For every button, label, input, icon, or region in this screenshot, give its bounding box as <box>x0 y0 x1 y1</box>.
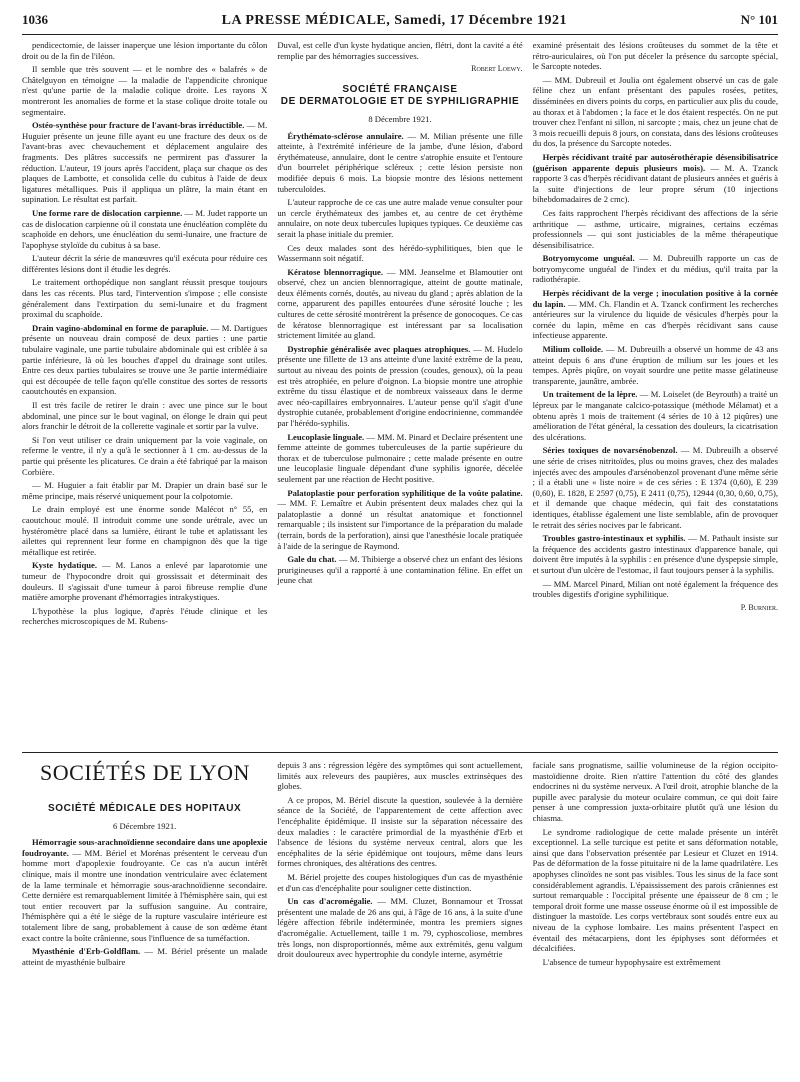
paragraph: faciale sans prognatisme, saillie volumineuse de la région occipito-mastoïdienne droite. Rien n'attire l'attention du côté des glandes endocrines ni du système nerveux. A l'œil droit, atrophie blanche de la pupille avec paralysie du moteur oculaire commun, ce qui doit faire penser à une compression juxta-orbitaire plutôt qu'à une lésion du chiasma. <box>532 760 778 823</box>
entry-body: — M. Hudelo présente une fillette de 13 ans atteinte d'une laxité extrême de la peau, surtout au niveau des points de pression (coudes, genoux), où la peau est très atrophiée, en pelure d'oignon. La biopsie montre une atrophie extrême du tissu élastique et de nombreux vaisseaux dans le derme avec néo-capillaires embryonnaires. L'auteur pense qu'il s'agit d'une dystrophie cutanée, probablement d'origine endocrinienne, commandée par l'hérédo-syphilis. <box>277 343 523 428</box>
entry-title: Séries toxiques de novarsénobenzol. <box>542 445 678 456</box>
paragraph: L'auteur rapproche de ce cas une autre malade venue consulter pour un cercle érythémateux des jambes et, au centre de cet érythème annulaire, on note deux tubercules lupiques typiques. Ce deuxième cas serait la phase initiale du premier. <box>277 197 523 239</box>
entry-title: Une forme rare de dislocation carpienne. <box>32 207 183 218</box>
entry-body: — M. Lanos a enlevé par laparotomie une tumeur de l'hypocondre droit qui grossissait et déterminait des douleurs. Il s'agissait d'une tumeur à paroi fibreuse remplie d'une matière amorphe provenant d'hémorragies intrakystiques. <box>22 560 268 603</box>
entry-title: Milium colloïde. <box>542 344 604 355</box>
paragraph: — M. Huguier a fait établir par M. Drapier un drain basé sur le même principe, mais réservé uniquement pour la colpotomie. <box>22 480 268 501</box>
entry-title: Gale du chat. <box>287 554 337 565</box>
paragraph: Il semble que très souvent — et le nombre des « balafrés » de Châtelguyon en témoigne — la maladie de l'appendicite chronique n'est qu'une partie de la maladie colique droite. Les rayons X montreront les anomalies de forme et la stase colique droite totale ou segmentaire. <box>22 64 268 117</box>
entry-body: — M. Judet rapporte un cas de dislocation carpienne où il constata une énucléation complète du scaphoïde en dehors, une énucléation du semi-lunaire, une fracture de l'apophyse styloïde du cubitus à sa base. <box>22 207 268 250</box>
article-entry <box>277 267 522 341</box>
paragraph: L'absence de tumeur hypophysaire est extrêmement <box>542 956 721 967</box>
entry-body: — M. Pathault insiste sur la fréquence des accidents gastro intestinaux d'apparence banale, qui doivent être imputés à la syphilis : en présence d'une dyspepsie simple, et surtout d'un ulcère de l'estomac, il faut toujours penser à la syphilis. <box>532 533 778 575</box>
entry-body: — M. Dartigues présente un nouveau drain composé de deux parties : une partie tubulaire vaginale, une partie tubulaire abdominale qui est criblée à sa partie inférieure, là où les bouches d'appel du drainage sont utiles. Entre ces deux parties tubulaires se trouve une 3e partie intermédiaire qui est découpée de telle façon qu'elle constitue des sortes de ressorts caoutchoutés en expansion. <box>22 322 268 397</box>
entry-title: Drain vagino-abdominal en forme de parapluie. <box>32 322 209 333</box>
page-header <box>22 12 778 35</box>
top-section <box>22 40 778 748</box>
paragraph: Le drain employé est une énorme sonde Malécot n° 55, en caoutchouc moulé. Il introduit comme une sonde urétrale, avec un hystéromètre placé dans sa lumière, étirant le tube et aplatissant les ailettes qui reprennent leur forme en champignon dès que la tige métallique est retirée. <box>22 504 268 557</box>
bottom-section <box>22 760 778 1078</box>
issue-number: N° 101 <box>740 12 778 27</box>
paragraph: — MM. Marcel Pinard, Milian ont noté également la fréquence des troubles digestifs d'origine syphilitique. <box>532 578 778 600</box>
article-entry <box>277 554 522 586</box>
page-number: 1036 <box>22 12 48 27</box>
paragraph: — MM. Dubreuil et Joulia ont également observé un cas de gale féline chez un enfant présentant des papules rosées, petites, disséminées en divers points du corps, en particulier aux plis du coude, au thorax et à l'abdomen ; la face et le dos étaient respectés. On ne put trouver chez l'enfant ni sillon, ni sarcopte ; mais, chez un jeune chat de 3 mois recueilli depuis 8 jours, on constata, dans des lésions croûteuses du dos, la présence du Sarcopte notedes. <box>532 74 778 149</box>
article-entry <box>533 445 778 530</box>
paragraph: Ces faits rapprochent l'herpès récidivant des affections de la série arthritique — asthme, urticaire, migraines, certains eczémas professionnels — qui sont justiciables de la même thérapeutique désensibilisatrice. <box>532 207 778 250</box>
entry-title: Herpès récidivant de la verge ; inoculation positive à la cornée du lapin. <box>532 288 778 309</box>
paragraph: Le syndrome radiologique de cette malade présente un intérêt exceptionnel. La selle turcique est petite et sans déformation notable, ainsi que dans l'observation présentée par Lesieur et Cluzet en 1914. Pas de déformation de la fosse pituitaire ni de la lame quadrilatère. Les apophyses clinoïdes ne sont pas visibles. Tous les sinus de la face sont considérablement agrandis. L'épaississement des parois crâniennes est surtout remarquable : l'occipital présente une épaisseur de 8 cm ; le temporal droit forme une masse osseuse énorme où il est impossible de distinguer la mastoïde. Les corps vertébraux sont soudés entre eux au niveau de la cyphose lombaire. Les mains présentent l'aspect en éventail des métacarpiens, dont les épiphyses sont déformées et décalcifiées. <box>532 826 778 954</box>
entry-body: — M. Milian présente une fille atteinte, à l'extrémité inférieure de la jambe, d'une lésion, d'abord érythémateuse, annulaire, dont le centre s'atrophie ensuite et l'entoure d'un bourrelet périphérique scléreux ; cette lésion persiste non modifiée depuis 6 mois. La biopsie montre des lésions nettement tuberculoïdes. <box>277 130 523 194</box>
entry-body: — M. A. Tzanck rapporte 3 cas d'herpès récidivant datant de plusieurs années et guéris à la suite d'injections de leur propre sérum (10 injections bihebdomadaires de 2 cmc). <box>532 162 778 205</box>
society-heading: SOCIÉTÉ FRANÇAISE <box>342 83 458 95</box>
entry-title: Botryomycome unguéal. <box>542 253 635 264</box>
article-entry <box>22 120 267 205</box>
entry-title: Érythémato-sclérose annulaire. <box>287 130 404 141</box>
top-column-3 <box>533 40 778 748</box>
article-entry <box>277 432 522 485</box>
paragraph: examiné présentait des lésions croûteuses du sommet de la tête et rétro-auriculaires, où l'on put déceler la présence du sarcopte spécial, le Sarcopte notedes. <box>532 40 778 72</box>
bottom-column-2 <box>277 760 522 1078</box>
entry-body: — M. Huguier présente un jeune fille ayant eu une fracture des deux os de l'avant-bras avec chevauchement et déplacement angulaire des fragments. Des plâtres successifs ne permirent pas d'assurer la réduction. L'auteur, 19 jours après l'accident, plaça sur chaque os des plaques de Lambotte, et consolida celle du cubitus à l'aide de deux ligatures métalliques. Puis il appliqua un plâtre, la main étant en supination. Le résultat est parfait. <box>22 120 268 205</box>
article-entry <box>533 389 778 442</box>
author-signature: Robert Loewy. <box>471 64 523 74</box>
society-heading: DE DERMATOLOGIE ET DE SYPHILIGRAPHIE <box>280 96 520 108</box>
entry-body: — M. Loiselet (de Beyrouth) a traité un lépreux par le manganate calcico-potassique (méthode Mélamat) et a obtenu après 1 mois de traitement (4 séries de 10 à 12 piqûres) une amélioration de l'état général, la cessation des douleurs, la cicatrisation des ulcérations. <box>532 389 778 442</box>
societes-de-lyon-title: SOCIÉTÉS DE LYON <box>40 760 250 785</box>
entry-title: Myasthénie d'Erb-Goldflam. <box>32 946 141 957</box>
paragraph: A ce propos, M. Bériel discute la question, soulevée à la dernière séance de la Société, de l'apparentement de cette affection avec l'encéphalite épidémique. Il insiste sur la séparation nécessaire des deux maladies : le caractère primordial de la myasthénie d'Erb et l'absence de lésions du système nerveux central, alors que les encéphalites de la série épidémique ont toujours, même dans leurs formes chroniques, des altérations des centres. <box>277 794 523 869</box>
entry-body: — M. Bériel présente un malade atteint de myasthénie bulbaire <box>22 946 268 967</box>
article-entry <box>22 323 267 397</box>
paragraph: M. Bériel projette des coupes histologiques d'un cas de myasthénie et d'un cas d'encéphalite pour souligner cette distinction. <box>277 871 523 893</box>
entry-title: Un traitement de la lèpre. <box>542 389 638 400</box>
article-entry <box>533 533 778 575</box>
entry-body: — MM. Ch. Flandin et A. Tzanck confirment les recherches antérieures sur la virulence du liquide de vésicules d'herpès pour la cornée du lapin, même en cas d'herpès récidivant sans cause infectieuse apparente. <box>532 298 778 341</box>
paragraph: Si l'on veut utiliser ce drain uniquement par la voie vaginale, on referme le ventre, il n'y a qu'à le sectionner à 1 cm. au-dessus de la partie qui présente les plicatures. Ce drain a été fabriqué par la maison Corbière. <box>22 434 268 477</box>
entry-body: — MM. M. Pinard et Declaire présentent une femme atteinte de gommes tuberculeuses de la partie supérieure du thorax et de tuberculose pulmonaire ; cette malade présente en outre une leucoplasie linguale dépendant d'une syphilis ignorée, décelée seulement par une réaction de Hecht positive. <box>277 431 523 484</box>
article-entry <box>533 253 778 285</box>
entry-body: — MM. Jeanselme et Blamoutier ont observé, chez un ancien blennorragique, atteint de goutte matinale, deux éléments cornés, doutés, au niveau du gland ; après ablation de la corne, apparurent des papilles entourées d'une sérosité louche ; les cultures de cette sérosité montrèrent la présence de gonocoques. Ce cas de kératose blennorragique est intéressant par sa localisation strictement limitée au gland. <box>277 266 523 341</box>
journal-title: LA PRESSE MÉDICALE, Samedi, 17 Décembre 1921 <box>221 13 567 28</box>
entry-body: — M. Dubreuilh rapporte un cas de botryomycome unguéal de l'index et du médius, qu'il traita par la radiothérapie. <box>532 253 778 285</box>
entry-title: Troubles gastro-intestinaux et syphilis. <box>542 533 686 544</box>
society-heading: SOCIÉTÉ MÉDICALE DES HOPITAUX <box>47 803 242 814</box>
article-entry <box>277 344 522 429</box>
entry-title: Ostéo-synthèse pour fracture de l'avant-bras irréductible. <box>32 120 245 131</box>
article-entry <box>22 837 267 943</box>
entry-body: — MM. Bériel et Morénas présentent le cerveau d'un homme mort d'apoplexie foudroyante. Ce cas n'a aucun intérêt clinique, mais il montre une inondation ventriculaire avec éclatement de la lame terminale et hémorragie sous-arachnoïdienne secondaire. Cette dernière est remarquablement limitée à l'hémisphère sain, qui est tout entier recouvert par la suffusion sanguine. Au contraire, l'hémisphère qui a été le siège de la rupture vasculaire intérieure est totalement libre de sang, probablement à cause de son œdème étant exact contre la boîte crânienne, sous l'influence de sa tuméfaction. <box>22 847 268 943</box>
article-entry <box>533 344 778 386</box>
article-entry <box>277 488 522 552</box>
paragraph: Duval, est celle d'un kyste hydatique ancien, flétri, dont la cavité a été remplie par des hémorragies successives. <box>277 40 523 61</box>
entry-title: Hémorragie sous-arachnoïdienne secondaire dans une apoplexie foudroyante. <box>22 837 268 858</box>
entry-title: Palatoplastie pour perforation syphilitique de la voûte palatine. <box>287 487 523 498</box>
article-entry <box>277 131 522 195</box>
article-entry <box>533 152 778 205</box>
article-entry <box>22 560 267 602</box>
entry-title: Leucoplasie linguale. <box>287 431 365 442</box>
session-date: 6 Décembre 1921. <box>113 820 177 831</box>
entry-title: Herpès récidivant traité par autosérothérapie désensibilisatrice (guérison apparente depuis plusieurs mois). <box>532 151 778 173</box>
entry-body: — M. Dubreuilh a observé une série de crises nitritoïdes, plus ou moins graves, chez des malades injectés avec des ampoules d'arsénobenzol provenant d'une même série ; il a établi une « liste noire » de ces séries : E 1374 (0,60), E 239 (0,60), E. 1828, E 2597 (0,75), E 2411 (0,75), 12944 (0,30, 0,60, 0,75), et il demande que chaque médecin, qui fait des constatations identiques, établisse également une liste semblable, afin de provoquer le retrait des séries nocives par le fabricant. <box>532 445 778 530</box>
entry-body: — MM. F. Lemaître et Aubin présentent deux malades chez qui la palatoplastie a donné un résultat anatomique et fonctionnel remarquable ; ils insistent sur l'importance de la préparation du malade (terrain, bords de la perforation), ainsi que l'anesthésie locale pratiquée à l'aide de la seringue de Raymond. <box>277 498 523 551</box>
entry-title: Kyste hydatique. <box>32 560 97 571</box>
entry-body: — MM. Cluzet, Bonnamour et Trossat présentent une malade de 26 ans qui, à l'âge de 16 ans, à la suite d'une légère affection fébrile indéterminée, montra les premiers signes d'acromégalie. Actuellement, taille 1 m. 79, cyphoscoliose, membres très longs, non disproportionnés, même aux extrémités, genu valgum droit douloureux avec hypertrophie du condyle interne, asymétrie <box>277 896 523 960</box>
paragraph: pendicectomie, de laisser inaperçue une lésion importante du côlon droit ou de la fin de l'iléon. <box>22 40 268 61</box>
paragraph: Ces deux malades sont des hérédo-syphilitiques, bien que le Wassermann soit négatif. <box>277 242 523 264</box>
article-entry <box>277 896 522 960</box>
paragraph: depuis 3 ans : régression légère des symptômes qui sont actuellement, limités aux releveurs des paupières, aux muscles extrinsèques des globes. <box>277 760 523 792</box>
entry-body: — M. Thibierge a observé chez un enfant des lésions prurigineuses qu'il a rapporté à une contamination féline. En effet un jeune chat <box>277 554 523 586</box>
paragraph: Le traitement orthopédique non sanglant réussit presque toujours dans les cas récents. Plus tard, l'intervention s'impose ; elle consiste généralement dans l'extirpation du semi-lunaire et du fragment proximal du scaphoïde. <box>22 277 268 320</box>
paragraph: Il est très facile de retirer le drain : avec une pince sur le bout abdominal, une pince sur le bout vaginal, on élonge le drain qui peut alors franchir le détroit de la collerette vaginale et sortir par la vulve. <box>22 400 268 432</box>
entry-title: Kératose blennorragique. <box>287 266 383 277</box>
entry-body: — M. Dubreuilh a observé un homme de 43 ans atteint depuis 6 ans d'une éruption de milium sur les joues et les tempes. Après piqûre, on voyait sourdre une petite masse gélatineuse transparente, jaunâtre, ambrée. <box>532 344 778 386</box>
paragraph: L'hypothèse la plus logique, d'après l'étude clinique et les recherches microscopiques de M. Rubens- <box>22 605 268 627</box>
article-entry <box>22 946 267 967</box>
section-divider <box>22 752 778 753</box>
top-column-1 <box>22 40 267 748</box>
paragraph: L'auteur décrit la série de manœuvres qu'il exécuta pour réduire ces différentes lésions dont il étudie les degrés. <box>22 253 268 274</box>
session-date: 8 Décembre 1921. <box>368 113 432 124</box>
bottom-column-1 <box>22 760 267 1078</box>
entry-title: Un cas d'acromégalie. <box>287 896 373 907</box>
entry-title: Dystrophie généralisée avec plaques atrophiques. <box>287 343 471 354</box>
article-entry <box>22 208 267 250</box>
author-signature: P. Burnier. <box>740 602 778 612</box>
bottom-column-3 <box>533 760 778 1078</box>
article-entry <box>533 288 778 341</box>
top-column-2 <box>277 40 522 748</box>
